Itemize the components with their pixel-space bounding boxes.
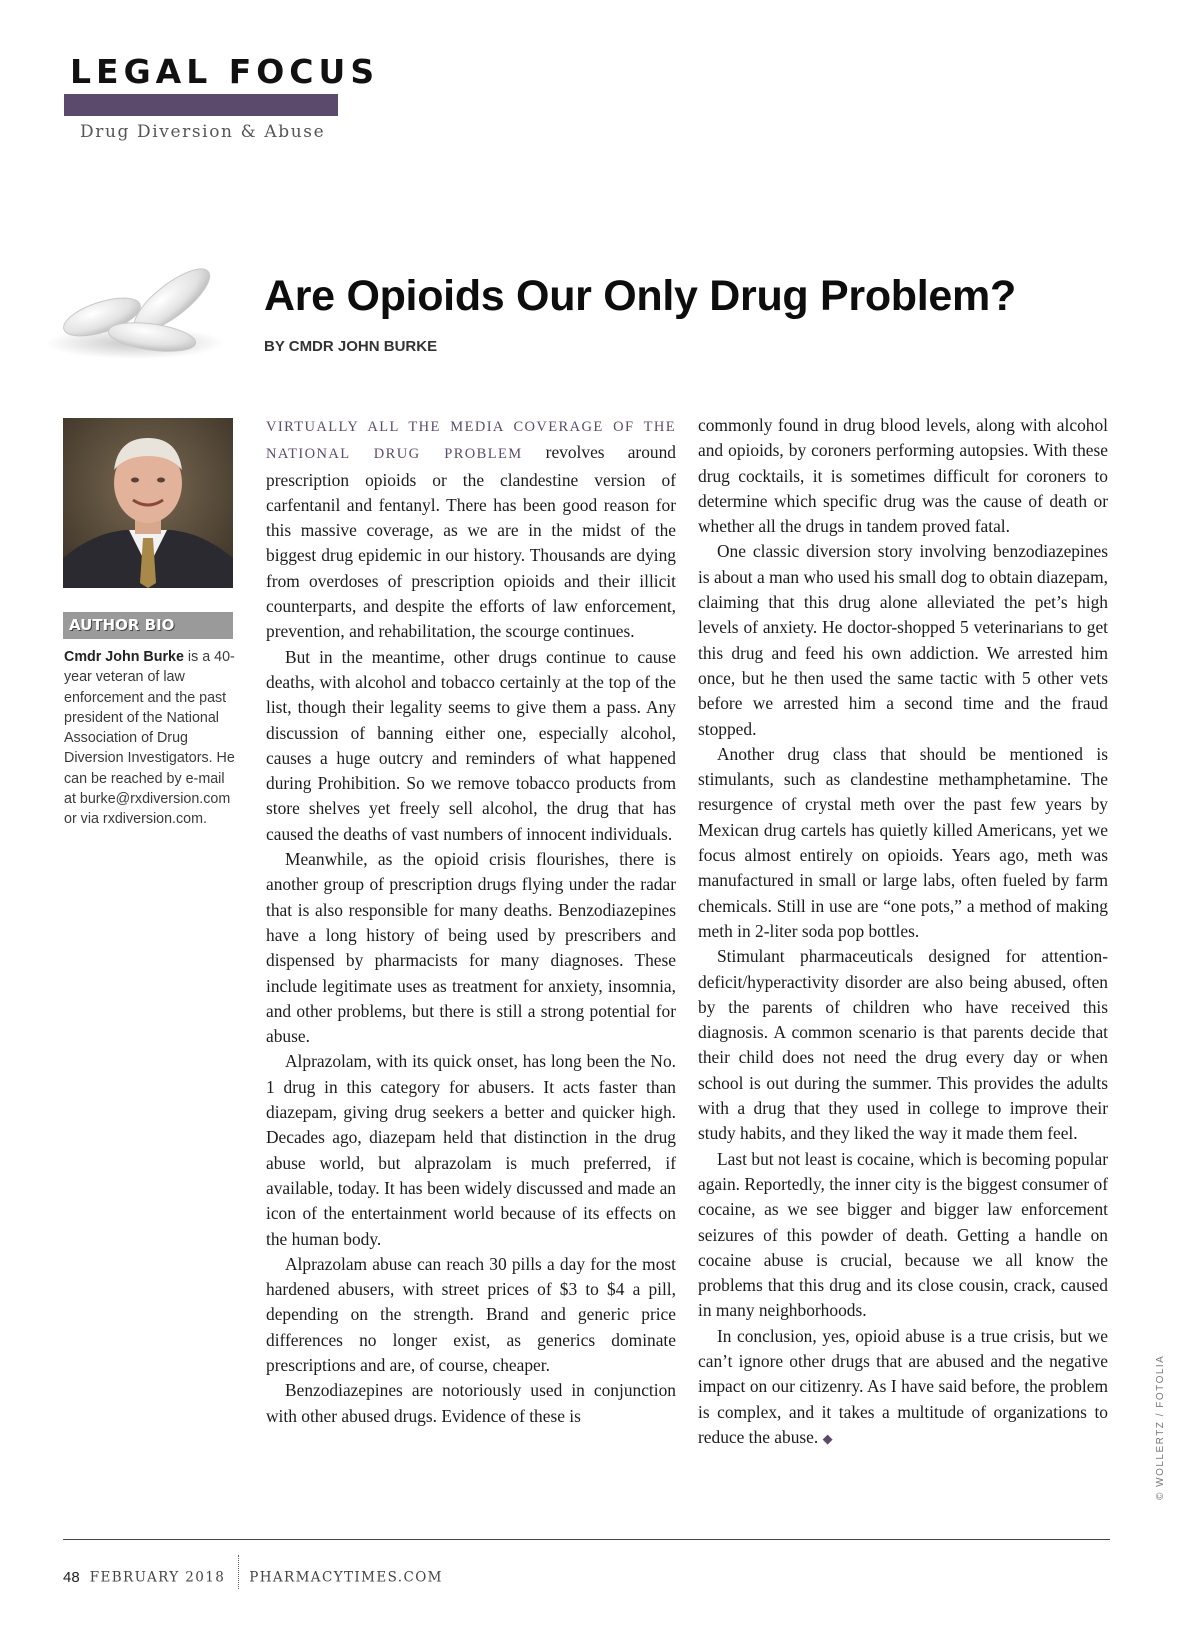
article-title: Are Opioids Our Only Drug Problem? (264, 272, 1016, 320)
section-subtitle: Drug Diversion & Abuse (80, 122, 326, 142)
article-column-1 (266, 413, 676, 1429)
author-bio-header: AUTHOR BIO (63, 612, 233, 639)
paragraph: Another drug class that should be mentioned is stimulants, such as clandestine methamphetamine. The resurgence of crystal meth over the past few years by Mexican drug cartels has quietly killed Americans, yet we focus almost entirely on opioids. Years ago, meth was manufactured in small or large labs, often fueled by farm chemicals. Still in use are “one pots,” a method of making meth in 2-liter soda pop bottles. (698, 743, 1108, 941)
paragraph (698, 1324, 1108, 1451)
author-photo (63, 418, 233, 588)
paragraph-text: revolves around prescription opioids or the clandestine version of carfentanil and fentanyl. There has been good reason for this massive coverage, as we are in the midst of the biggest drug epidemic in our history. Thousands are dying from overdoses of prescription opioids and their illicit counterparts, and despite the efforts of law enforcement, prevention, and rehabilitation, the scourge continues. (266, 442, 676, 642)
paragraph: Benzodiazepines are notoriously used in conjunction with other abused drugs. Evidence of these is (266, 1380, 676, 1426)
paragraph: Meanwhile, as the opioid crisis flourishes, there is another group of prescription drugs flying under the radar that is also responsible for many deaths. Benzodiazepines have a long history of being used by prescribers and dispensed by pharmacists for many diagnoses. These include legitimate uses as treatment for anxiety, insomnia, and other problems, but there is still a strong potential for abuse. (266, 849, 676, 1047)
footer-rule (63, 1539, 1110, 1540)
footer-divider (238, 1555, 239, 1589)
lead-in: VIRTUALLY ALL THE MEDIA COVERAGE OF THE NATIONAL DRUG PROBLEM (266, 419, 676, 463)
paragraph: But in the meantime, other drugs continue to cause deaths, with alcohol and tobacco certainly at the top of the list, though their legality seems to give them a pass. Any discussion of banning either one, especially alcohol, causes a huge outcry and reminders of what happened during Prohibition. So we remove tobacco products from store shelves yet freely sell alcohol, the drug that has caused the deaths of vast numbers of innocent individuals. (266, 646, 676, 844)
website: PHARMACYTIMES.COM (249, 1569, 443, 1586)
paragraph (266, 413, 676, 645)
author-bio-text (64, 647, 239, 830)
paragraph: One classic diversion story involving benzodiazepines is about a man who used his small dog to obtain diazepam, claiming that this drug alone alleviated the pet’s high levels of anxiety. He doctor-shopped 5 veterinarians to get this drug and feed his own addiction. We arrested him once, but he then used the same tactic with 5 other vets before we arrested him a second time and the fraud stopped. (698, 541, 1108, 739)
paragraph-text: In conclusion, yes, opioid abuse is a true crisis, but we can’t ignore other drugs that are abused and the negative impact on our citizenry. As I have said before, the problem is complex, and it takes a multitude of organizations to reduce the abuse. (698, 1325, 1108, 1447)
issue-date: FEBRUARY 2018 (89, 1569, 226, 1586)
photo-credit: © WOLLERTZ / FOTOLIA (1155, 1354, 1166, 1500)
end-mark-icon: ◆ (822, 1430, 833, 1446)
author-bio-body: is a 40-year veteran of law enforcement and the past president of the National Association of Drug Diversion Investigators. He can be reached by e-mail at burke@rxdiversion.com or via rxdiversion.com. (64, 649, 235, 828)
paragraph: commonly found in drug blood levels, along with alcohol and opioids, by coroners performing autopsies. With these drug cocktails, it is sometimes difficult for coroners to determine which specific drug was the cause of death or whether all the drugs in tandem proved fatal. (698, 415, 1108, 537)
article-column-2 (698, 413, 1108, 1451)
pills-illustration (40, 255, 230, 365)
author-name: Cmdr John Burke (64, 649, 184, 665)
page-number: 48 (63, 1568, 80, 1586)
section-title: LEGAL FOCUS (70, 52, 380, 91)
section-color-bar (64, 94, 338, 116)
paragraph: Last but not least is cocaine, which is becoming popular again. Reportedly, the inner city is the biggest consumer of cocaine, as we see bigger and bigger law enforcement seizures of this powder of death. Getting a handle on cocaine abuse is crucial, because we all know the problems that this drug and its close cousin, crack, caused in many neighborhoods. (698, 1148, 1108, 1321)
paragraph: Stimulant pharmaceuticals designed for attention-deficit/hyperactivity disorder are also being abused, often by the parents of children who have received this diagnosis. A common scenario is that parents decide that their child does not need the drug every day or when school is out during the summer. This provides the adults with a drug that they used in college to improve their study habits, and they liked the way it made them feel. (698, 946, 1108, 1144)
page-footer (63, 1561, 443, 1595)
byline: BY CMDR JOHN BURKE (264, 338, 438, 355)
paragraph: Alprazolam abuse can reach 30 pills a day for the most hardened abusers, with street prices of $3 to $4 a pill, depending on the strength. Brand and generic price differences no longer exist, as generics dominate prescriptions and are, of course, cheaper. (266, 1253, 676, 1375)
paragraph: Alprazolam, with its quick onset, has long been the No. 1 drug in this category for abusers. It acts faster than diazepam, giving drug seekers a better and quicker high. Decades ago, diazepam held that distinction in the drug abuse world, but alprazolam is much preferred, if available, today. It has been widely discussed and made an icon of the entertainment world because of its effects on the human body. (266, 1051, 676, 1249)
